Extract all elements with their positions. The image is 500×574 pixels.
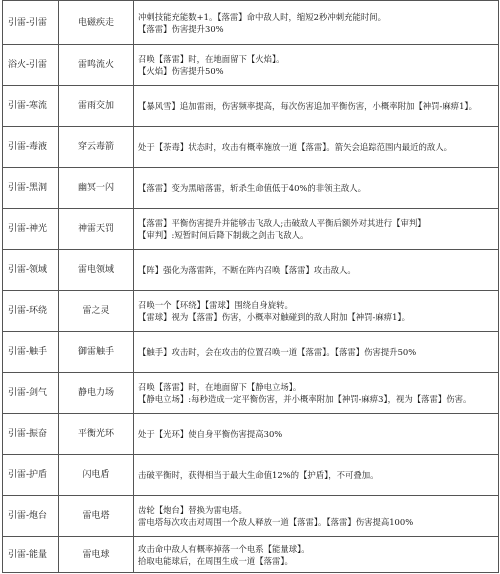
combo-name-cell: 浴火-引雷	[3, 45, 59, 86]
description-line: 攻击命中敌人有概率掉落一个电系【能量球】。	[138, 543, 310, 554]
combo-name-cell: 引雷-引雷	[3, 1, 59, 45]
table-row	[3, 45, 499, 86]
table-row	[3, 496, 499, 537]
skill-name-cell: 神雷天罚	[59, 209, 134, 250]
description-cell	[134, 332, 499, 373]
table-row	[3, 1, 499, 45]
skill-name-cell: 雷电球	[59, 537, 134, 573]
description-line: 召唤【落雷】时，在地面留下【火焰】。	[138, 54, 285, 64]
description-line: 召唤一个【环绕】【雷球】围绕自身旋转。	[138, 300, 293, 310]
skill-name-cell: 雷鸣流火	[59, 45, 134, 86]
skill-name-cell: 雷电塔	[59, 496, 134, 537]
description-line: 【雷球】视为【落雷】伤害，小概率对触碰到的敌人附加【神罚-麻痹1】。	[138, 312, 410, 322]
description-line: 处于【光环】使自身平衡伤害提高30%	[138, 429, 283, 439]
skill-name-cell: 御雷触手	[59, 332, 134, 373]
description-cell	[134, 537, 499, 573]
table-row	[3, 209, 499, 250]
table-row	[3, 86, 499, 127]
description-cell	[134, 1, 499, 45]
description-cell	[134, 250, 499, 291]
description-line: 【落雷】平衡伤害提升并能够击飞敌人;击破敌人平衡后额外对其进行【审判】	[138, 218, 426, 228]
skill-table	[2, 0, 499, 573]
skill-name-cell: 静电力场	[59, 373, 134, 414]
skill-name-cell: 电磁疾走	[59, 1, 134, 45]
skill-name-cell: 幽冥一闪	[59, 168, 134, 209]
description-line: 【落雷】伤害提升30%	[138, 23, 224, 34]
description-cell	[134, 291, 499, 332]
description-cell	[134, 86, 499, 127]
combo-name-cell: 引雷-黑洞	[3, 168, 59, 209]
description-line: 【火焰】伤害提升50%	[138, 66, 224, 76]
table-row	[3, 291, 499, 332]
description-line: 【阵】强化为落雷阵，不断在阵内召唤【落雷】攻击敌人。	[138, 265, 356, 275]
table-row	[3, 373, 499, 414]
description-line: 【静电立场】:每秒造成一定平衡伤害，并小概率附加【神罚-麻痹3】，视为【落雷】伤害。	[138, 394, 472, 404]
table-row	[3, 127, 499, 168]
combo-name-cell: 引雷-剑气	[3, 373, 59, 414]
table-row	[3, 537, 499, 573]
description-line: 【落雷】变为黑暗落雷，斩杀生命值低于40%的非领主敌人。	[138, 183, 366, 193]
description-line: 雷电塔每次攻击对周围一个敌人释放一道【落雷】。【落雷】伤害提高100%	[138, 517, 414, 527]
skill-name-cell: 雷雨交加	[59, 86, 134, 127]
combo-name-cell: 引雷-炮台	[3, 496, 59, 537]
description-cell	[134, 455, 499, 496]
skill-name-cell: 穿云毒箭	[59, 127, 134, 168]
description-line: 处于【荼毒】状态时，攻击有概率施放一道【落雷】。箭矢会追踪范围内最近的敌人。	[138, 142, 453, 152]
description-cell	[134, 496, 499, 537]
description-line: 【触手】攻击时，会在攻击的位置召唤一道【落雷】。【落雷】伤害提升50%	[138, 347, 417, 357]
description-line: 齿轮【炮台】替换为雷电塔。	[138, 505, 247, 515]
description-cell	[134, 373, 499, 414]
description-cell	[134, 45, 499, 86]
description-cell	[134, 209, 499, 250]
description-cell	[134, 168, 499, 209]
combo-name-cell: 引雷-环绕	[3, 291, 59, 332]
combo-name-cell: 引雷-领域	[3, 250, 59, 291]
combo-name-cell: 引雷-振奋	[3, 414, 59, 455]
description-line: 击破平衡时，获得相当于最大生命值12%的【护盾】，不可叠加。	[138, 470, 379, 480]
description-line: 【审判】:短暂时间后降下制裁之剑击飞敌人。	[138, 230, 309, 240]
combo-name-cell: 引雷-神光	[3, 209, 59, 250]
table-row	[3, 250, 499, 291]
table-row	[3, 455, 499, 496]
table-row	[3, 332, 499, 373]
combo-name-cell: 引雷-毒液	[3, 127, 59, 168]
combo-name-cell: 引雷-护盾	[3, 455, 59, 496]
description-line: 召唤【落雷】时，在地面留下【静电立场】。	[138, 382, 302, 392]
description-line: 拾取电能球后，在周围生成一道【落雷】。	[138, 555, 293, 566]
skill-name-cell: 雷电领域	[59, 250, 134, 291]
skill-name-cell: 平衡光环	[59, 414, 134, 455]
combo-name-cell: 引雷-寒流	[3, 86, 59, 127]
description-cell	[134, 127, 499, 168]
table-row	[3, 168, 499, 209]
description-line: 【暴风雪】追加雷雨，伤害频率提高，每次伤害追加平衡伤害，小概率附加【神罚-麻痹1】。	[138, 101, 477, 111]
description-line: 冲刺技能充能数+1。【落雷】命中敌人时，缩短2秒冲刺充能时间。	[138, 11, 386, 22]
combo-name-cell: 引雷-触手	[3, 332, 59, 373]
description-cell	[134, 414, 499, 455]
skill-name-cell: 雷之灵	[59, 291, 134, 332]
table-row	[3, 414, 499, 455]
combo-name-cell: 引雷-能量	[3, 537, 59, 573]
skill-name-cell: 闪电盾	[59, 455, 134, 496]
skill-rows	[3, 1, 499, 573]
